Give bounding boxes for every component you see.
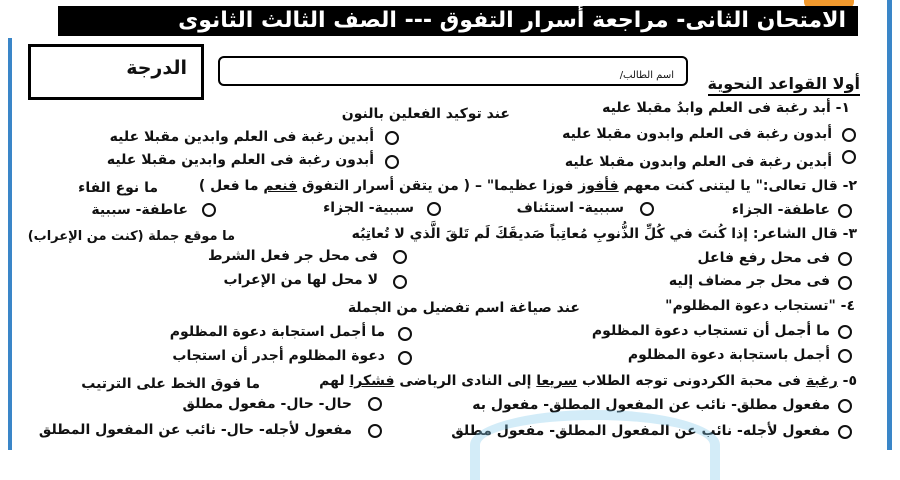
question-3-stem: ٣- قال الشاعر: إذا كُنتَ في كُلِّ الذُّنوبِ مُعاتِباً صَديقَكَ لَم تَلقَ الَّذي لا تُعاتِبُه: [351, 226, 857, 242]
q1-option-d-radio[interactable]: [385, 155, 399, 169]
question-5-stem: [319, 373, 857, 390]
q2-option-b-radio[interactable]: [640, 202, 654, 216]
grade-box: [28, 44, 204, 100]
q4-option-c: أجمل باستجابة دعوة المظلوم: [627, 347, 830, 363]
q2-option-c: سببية- الجزاء: [323, 200, 414, 216]
page-border-left: [8, 38, 12, 450]
watermark-arc: [470, 410, 720, 480]
question-5-instruction: ما فوق الخط على الترتيب: [81, 376, 260, 392]
q1-option-a-radio[interactable]: [842, 128, 856, 142]
q4-option-b-radio[interactable]: [398, 327, 412, 341]
student-name-field[interactable]: [218, 56, 688, 86]
q1-option-b-radio[interactable]: [385, 131, 399, 145]
q5-stem-underlined: رغبة: [805, 373, 838, 389]
q3-option-b: فى محل جر فعل الشرط: [208, 248, 378, 264]
q3-option-d: لا محل لها من الإعراب: [223, 272, 378, 288]
question-1-instruction: عند توكيد الفعلين بالنون: [341, 106, 510, 122]
q5-stem-mid: فى محبة الكردونى توجه الطلاب: [582, 373, 802, 389]
q5-option-a-radio[interactable]: [838, 399, 852, 413]
q5-stem-suffix: لهم: [319, 373, 345, 389]
q3-option-c: فى محل جر مضاف إليه: [668, 273, 830, 289]
q4-option-a: ما أجمل أن تستجاب دعوة المظلوم: [591, 323, 830, 339]
question-4-instruction: عند صياغة اسم تفضيل من الجملة: [347, 300, 580, 316]
q2-stem-prefix: ٢- قال تعالى:" يا ليتنى كنت معهم: [623, 178, 857, 194]
question-2-stem: [199, 178, 857, 195]
q5-option-d-radio[interactable]: [368, 424, 382, 438]
q5-option-b-radio[interactable]: [368, 397, 382, 411]
q5-option-a: مفعول مطلق- نائب عن المفعول المطلق- مفعول به: [472, 397, 830, 413]
q1-option-b: أبدين رغبة فى العلم وابدين مقبلا عليه: [109, 129, 374, 145]
q2-option-a: عاطفة- الجزاء: [731, 202, 830, 218]
q2-option-d-radio[interactable]: [202, 203, 216, 217]
question-4-stem: ٤- "تستجاب دعوة المظلوم": [665, 298, 855, 314]
q2-option-c-radio[interactable]: [427, 202, 441, 216]
q5-option-d: مفعول لأجله- حال- نائب عن المفعول المطلق: [38, 422, 352, 438]
q2-stem-mid: فوزا عظيما" – ( من يتقن أسرار التفوق: [302, 178, 574, 194]
q3-option-c-radio[interactable]: [838, 276, 852, 290]
q3-option-a-radio[interactable]: [838, 252, 852, 266]
q5-option-c: مفعول لأجله- نائب عن المفعول المطلق- مفعول مطلق: [451, 423, 830, 439]
q5-option-c-radio[interactable]: [838, 425, 852, 439]
q2-stem-suffix: ما فعل ): [198, 178, 259, 194]
q4-option-b: ما أجمل استجابة دعوة المظلوم: [169, 324, 385, 340]
q4-option-d-radio[interactable]: [398, 351, 412, 365]
q5-stem-underlined-3: فشكرا: [349, 373, 395, 389]
q1-option-c-radio[interactable]: [842, 150, 856, 164]
grade-label: الدرجة: [126, 57, 187, 79]
q3-option-d-radio[interactable]: [393, 275, 407, 289]
question-2-instruction: ما نوع الفاء: [78, 180, 158, 196]
exam-title: الامتحان الثانى- مراجعة أسرار التفوق --- الصف الثالث الثانوى: [58, 6, 858, 36]
q2-option-a-radio[interactable]: [838, 204, 852, 218]
q5-stem-prefix: ٥-: [842, 373, 857, 389]
page-border-right: [887, 0, 892, 450]
question-3-instruction: ما موقع جملة (كنت من الإعراب): [27, 229, 235, 244]
q2-option-b: سببية- استئناف: [516, 200, 624, 216]
q5-stem-mid-2: إلى النادى الرياضى: [399, 373, 532, 389]
q4-option-a-radio[interactable]: [838, 325, 852, 339]
question-1-stem: ١- أبد رغبة فى العلم وابدُ مقبلا عليه: [602, 100, 850, 116]
q5-option-b: حال- حال- مفعول مطلق: [182, 396, 352, 412]
section-title: أولا القواعد النحوية: [708, 74, 860, 96]
q4-option-c-radio[interactable]: [838, 349, 852, 363]
q5-stem-underlined-2: سريعا: [536, 373, 578, 389]
q3-option-a: فى محل رفع فاعل: [697, 250, 830, 266]
q2-stem-underlined: فأفوز: [578, 178, 619, 194]
q2-option-d: عاطفة- سببية: [91, 202, 188, 218]
q2-stem-underlined-2: فنعم: [263, 178, 298, 194]
q3-option-b-radio[interactable]: [393, 250, 407, 264]
q1-option-d: أبدون رغبة فى العلم وابدين مقبلا عليه: [106, 152, 374, 168]
q4-option-d: دعوة المظلوم أجدر أن استجاب: [172, 348, 385, 364]
q1-option-a: أبدون رغبة فى العلم وابدون مقبلا عليه: [562, 126, 832, 142]
q1-option-c: أبدين رغبة فى العلم وابدون مقبلا عليه: [564, 154, 832, 170]
student-name-label: اسم الطالب/: [619, 70, 674, 81]
